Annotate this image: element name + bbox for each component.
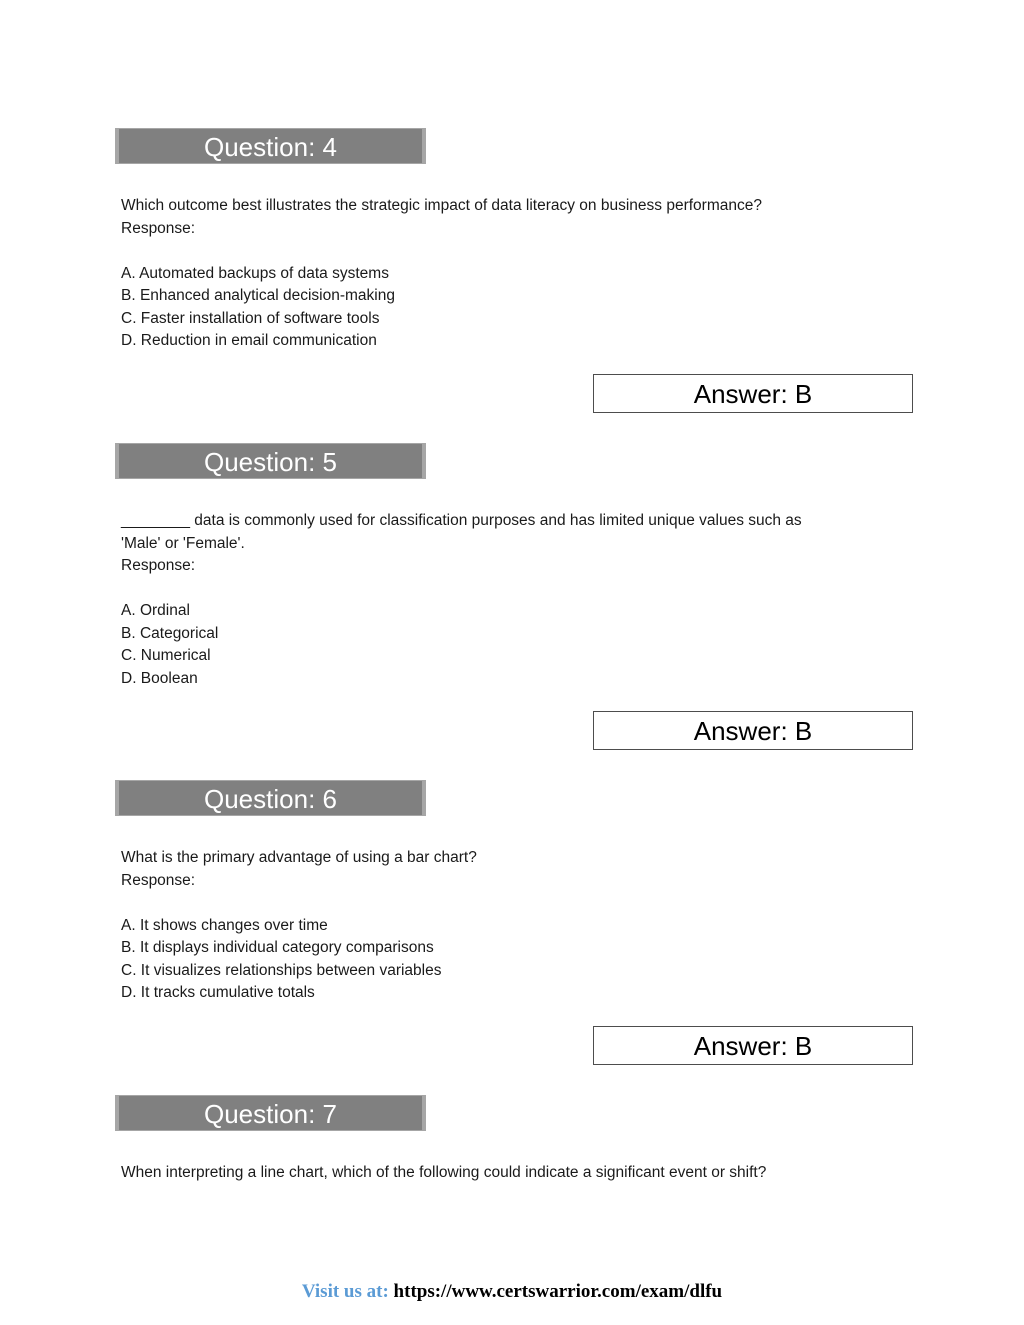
option-c: C. Faster installation of software tools xyxy=(121,309,380,327)
footer-label: Visit us at: xyxy=(301,1281,389,1302)
question-header-4 xyxy=(115,128,426,164)
question-text: When interpreting a line chart, which of the following could indicate a significant event or shift? xyxy=(121,1164,767,1181)
question-text: Which outcome best illustrates the strategic impact of data literacy on business performance? xyxy=(121,197,762,214)
question-text-cont: 'Male' or 'Female'. xyxy=(121,534,245,552)
option-d: D. Reduction in email communication xyxy=(121,332,377,349)
option-c: C. It visualizes relationships between variables xyxy=(121,961,442,979)
option-b: B. Categorical xyxy=(121,624,219,642)
footer-url-link[interactable]: https://www.certswarrior.com/exam/dlfu xyxy=(393,1281,723,1302)
option-d: D. Boolean xyxy=(121,669,198,687)
option-a: A. Automated backups of data systems xyxy=(121,264,389,282)
option-d: D. It tracks cumulative totals xyxy=(121,984,315,1001)
question-body-5 xyxy=(121,510,901,690)
option-a: A. It shows changes over time xyxy=(121,916,328,934)
response-label: Response: xyxy=(121,557,196,574)
response-label: Response: xyxy=(121,871,196,889)
answer-text: Answer: B xyxy=(693,379,813,409)
question-title: Question: 5 xyxy=(204,447,337,477)
question-title: Question: 4 xyxy=(204,132,337,162)
footer xyxy=(0,1281,1024,1303)
option-b: B. Enhanced analytical decision-making xyxy=(121,287,395,304)
answer-text: Answer: B xyxy=(693,1031,813,1061)
option-b: B. It displays individual category comparisons xyxy=(121,939,434,956)
answer-box-5 xyxy=(593,711,913,750)
question-body-4 xyxy=(121,195,901,353)
answer-box-6 xyxy=(593,1026,913,1065)
response-label: Response: xyxy=(121,219,196,237)
question-title: Question: 6 xyxy=(204,784,337,814)
question-body-6 xyxy=(121,847,901,1005)
question-header-7 xyxy=(115,1095,426,1131)
answer-box-4 xyxy=(593,374,913,413)
option-a: A. Ordinal xyxy=(121,602,190,619)
answer-text: Answer: B xyxy=(693,716,813,746)
question-header-5 xyxy=(115,443,426,479)
question-body-7 xyxy=(121,1162,901,1185)
question-text: ________ data is commonly used for classification purposes and has limited unique values such as xyxy=(121,512,802,529)
question-header-6 xyxy=(115,780,426,816)
question-text: What is the primary advantage of using a bar chart? xyxy=(121,849,477,866)
option-c: C. Numerical xyxy=(121,647,211,664)
question-title: Question: 7 xyxy=(204,1099,337,1129)
